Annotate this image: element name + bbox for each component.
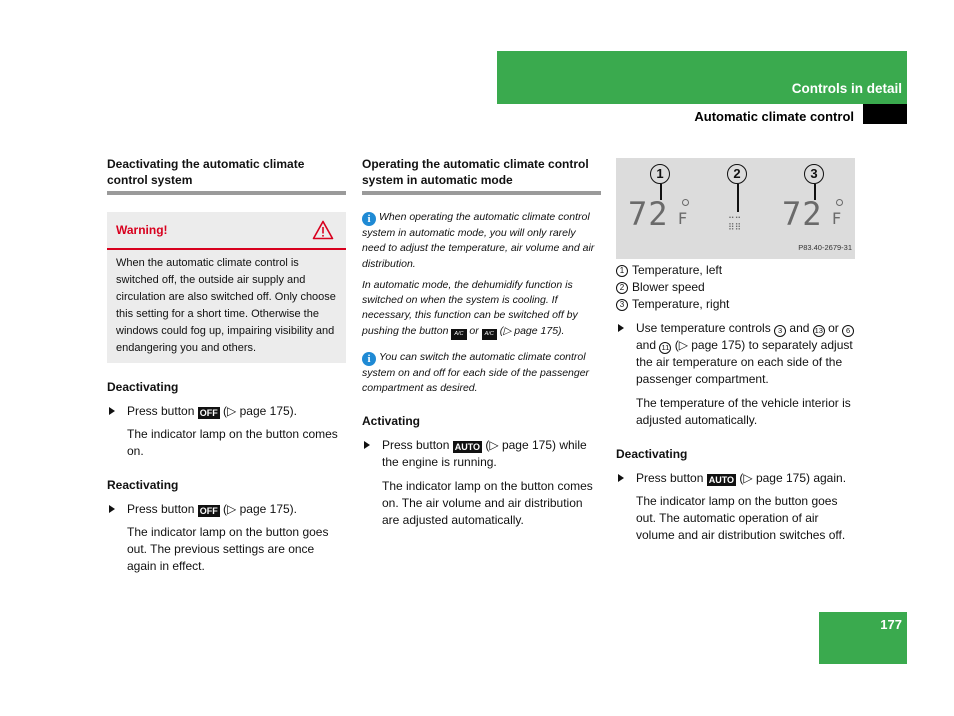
legend [616, 262, 855, 313]
result-temperature: The temperature of the vehicle interior is adjusted automatically. [636, 396, 851, 427]
result-deactivating-auto: The indicator lamp on the button goes out. The automatic operation of air volume and air distribution switches off. [636, 494, 846, 542]
legend-item: 1 Temperature, left [616, 262, 855, 279]
warning-label: Warning! [116, 222, 168, 237]
legend-item: 2 Blower speed [616, 279, 855, 296]
heading-automatic-mode: Operating the automatic climate control system in automatic mode [362, 156, 601, 195]
header-green-bar [497, 51, 907, 104]
off-button-icon: OFF [199, 506, 218, 516]
note-dehumidify: In automatic mode, the dehumidify function is switched on when the system is cooling. If necessary, this function can be switched off by pushing the button A/C or A/C (▷ page 175). [362, 278, 601, 340]
ac-button-icon: A/C [451, 329, 466, 340]
header-black-tab [863, 104, 907, 124]
subheading-activating: Activating [362, 414, 421, 429]
degree-icon [682, 199, 689, 206]
off-button-icon: OFF [199, 408, 218, 418]
callout-2: 2 [727, 164, 747, 184]
warning-header [107, 212, 346, 250]
left-unit: F [678, 209, 688, 228]
column-left [107, 156, 346, 575]
blower-speed-icon: ⠒⠒ ⠿⠿ [728, 214, 742, 233]
section-title: Controls in detail [791, 81, 902, 96]
step-reactivating: Press button OFF (▷ page 175). [107, 501, 346, 518]
column-middle [362, 156, 601, 529]
auto-button-icon: AUTO [708, 475, 735, 485]
column-right [616, 158, 855, 544]
result-activating: The indicator lamp on the button comes on. The air volume and air distribution are adjusted automatically. [382, 479, 593, 528]
figure-code: P83.40-2679-31 [798, 243, 852, 252]
auto-button-icon: AUTO [454, 442, 481, 453]
note-automatic-mode: i When operating the automatic climate control system in automatic mode, you will only rarely need to adjust the temperature, air volume and air distribution. [362, 211, 595, 270]
step-temperature-controls: Use temperature controls 3 and 13 or 6 and 11 (▷ page 175) to separately adjust the air temperature on each side of the passenger compartment. [616, 320, 855, 388]
right-temperature: 72 [782, 195, 823, 233]
left-temperature: 72 [628, 195, 669, 233]
degree-icon [836, 199, 843, 206]
legend-item: 3 Temperature, right [616, 296, 855, 313]
info-icon: i [362, 352, 376, 366]
ac-dual-button-icon: A/C [482, 329, 497, 340]
step-deactivating: Press button OFF (▷ page 175). [107, 403, 346, 420]
result-reactivating: The indicator lamp on the button goes out. The previous settings are once again in effect. [127, 525, 329, 573]
subheading-deactivating: Deactivating [107, 380, 179, 394]
subheading-deactivating-auto: Deactivating [616, 447, 688, 461]
subheading-reactivating: Reactivating [107, 478, 179, 492]
callout-3: 3 [804, 164, 824, 184]
warning-triangle-icon [312, 220, 334, 240]
subsection-title: Automatic climate control [694, 109, 854, 124]
step-activating: Press button AUTO (▷ page 175) while the engine is running. [362, 437, 601, 471]
climate-display-diagram [616, 158, 855, 259]
note-each-side: i You can switch the automatic climate control system on and off for each side of the passenger compartment as desired. [362, 350, 590, 395]
heading-deactivating-system: Deactivating the automatic climate control system [107, 156, 346, 195]
callout-1: 1 [650, 164, 670, 184]
warning-box [107, 212, 346, 363]
page-number: 177 [880, 617, 902, 632]
result-deactivating: The indicator lamp on the button comes on. [127, 427, 338, 458]
step-deactivating-auto: Press button AUTO (▷ page 175) again. [616, 470, 855, 487]
info-icon: i [362, 212, 376, 226]
warning-text: When the automatic climate control is switched off, the outside air supply and circulation are also switched off. Only choose this setting for a short time. Otherwise the windows could fog up, impairing visibility and endangering you and others. [116, 257, 336, 354]
right-unit: F [832, 209, 842, 228]
